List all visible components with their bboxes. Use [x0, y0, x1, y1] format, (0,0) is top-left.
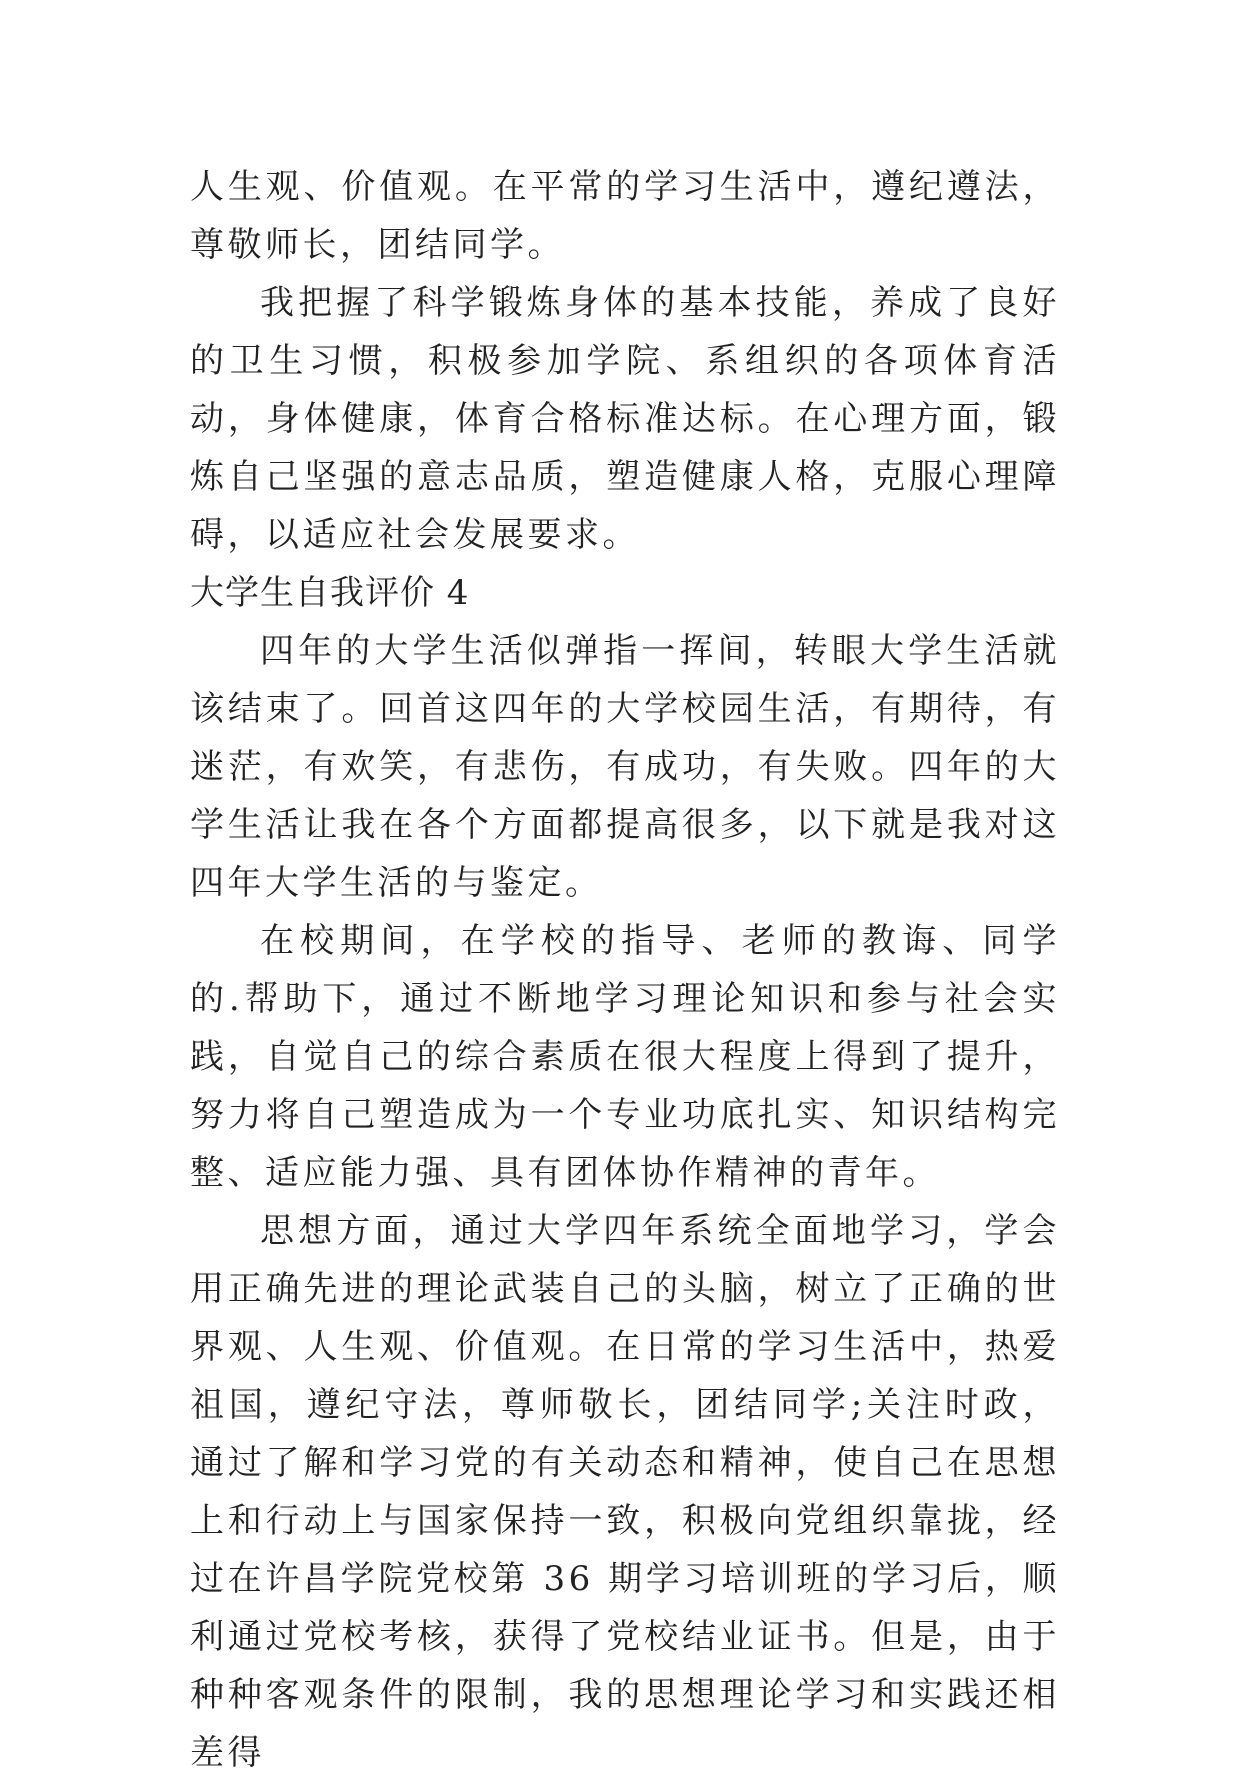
document-body [190, 158, 1060, 1782]
paragraph-physical-health: 我把握了科学锻炼身体的基本技能，养成了良好的卫生习惯，积极参加学院、系组织的各项体育活动，身体健康，体育合格标准达标。在心理方面，锻炼自己坚强的意志品质，塑造健康人格，克服心理障碍，以适应社会发展要求。 [190, 283, 1060, 555]
paragraph-ideology: 思想方面，通过大学四年系统全面地学习，学会用正确先进的理论武装自己的头脑，树立了正确的世界观、人生观、价值观。在日常的学习生活中，热爱祖国，遵纪守法，尊师敬长，团结同学;关注时政，通过了解和学习党的有关动态和精神，使自己在思想上和行动上与国家保持一致，积极向党组织靠拢，经过在许昌学院党校第 36 期学习培训班的学习后，顺利通过党校考核，获得了党校结业证书。但是，由于种种客观条件的限制，我的思想理论学习和实践还相差得 [190, 1211, 1060, 1773]
paragraph-school-period: 在校期间，在学校的指导、老师的教诲、同学的.帮助下，通过不断地学习理论知识和参与社会实践，自觉自己的综合素质在很大程度上得到了提升，努力将自己塑造成为一个专业功底扎实、知识结构完整、适应能力强、具有团体协作精神的青年。 [190, 921, 1060, 1193]
paragraph-introduction: 四年的大学生活似弹指一挥间，转眼大学生活就该结束了。回首这四年的大学校园生活，有期待，有迷茫，有欢笑，有悲伤，有成功，有失败。四年的大学生活让我在各个方面都提高很多，以下就是我对这四年大学生活的与鉴定。 [190, 631, 1060, 903]
paragraph-continuation: 人生观、价值观。在平常的学习生活中，遵纪遵法，尊敬师长，团结同学。 [190, 167, 1060, 265]
section-heading: 大学生自我评价 4 [190, 573, 470, 613]
